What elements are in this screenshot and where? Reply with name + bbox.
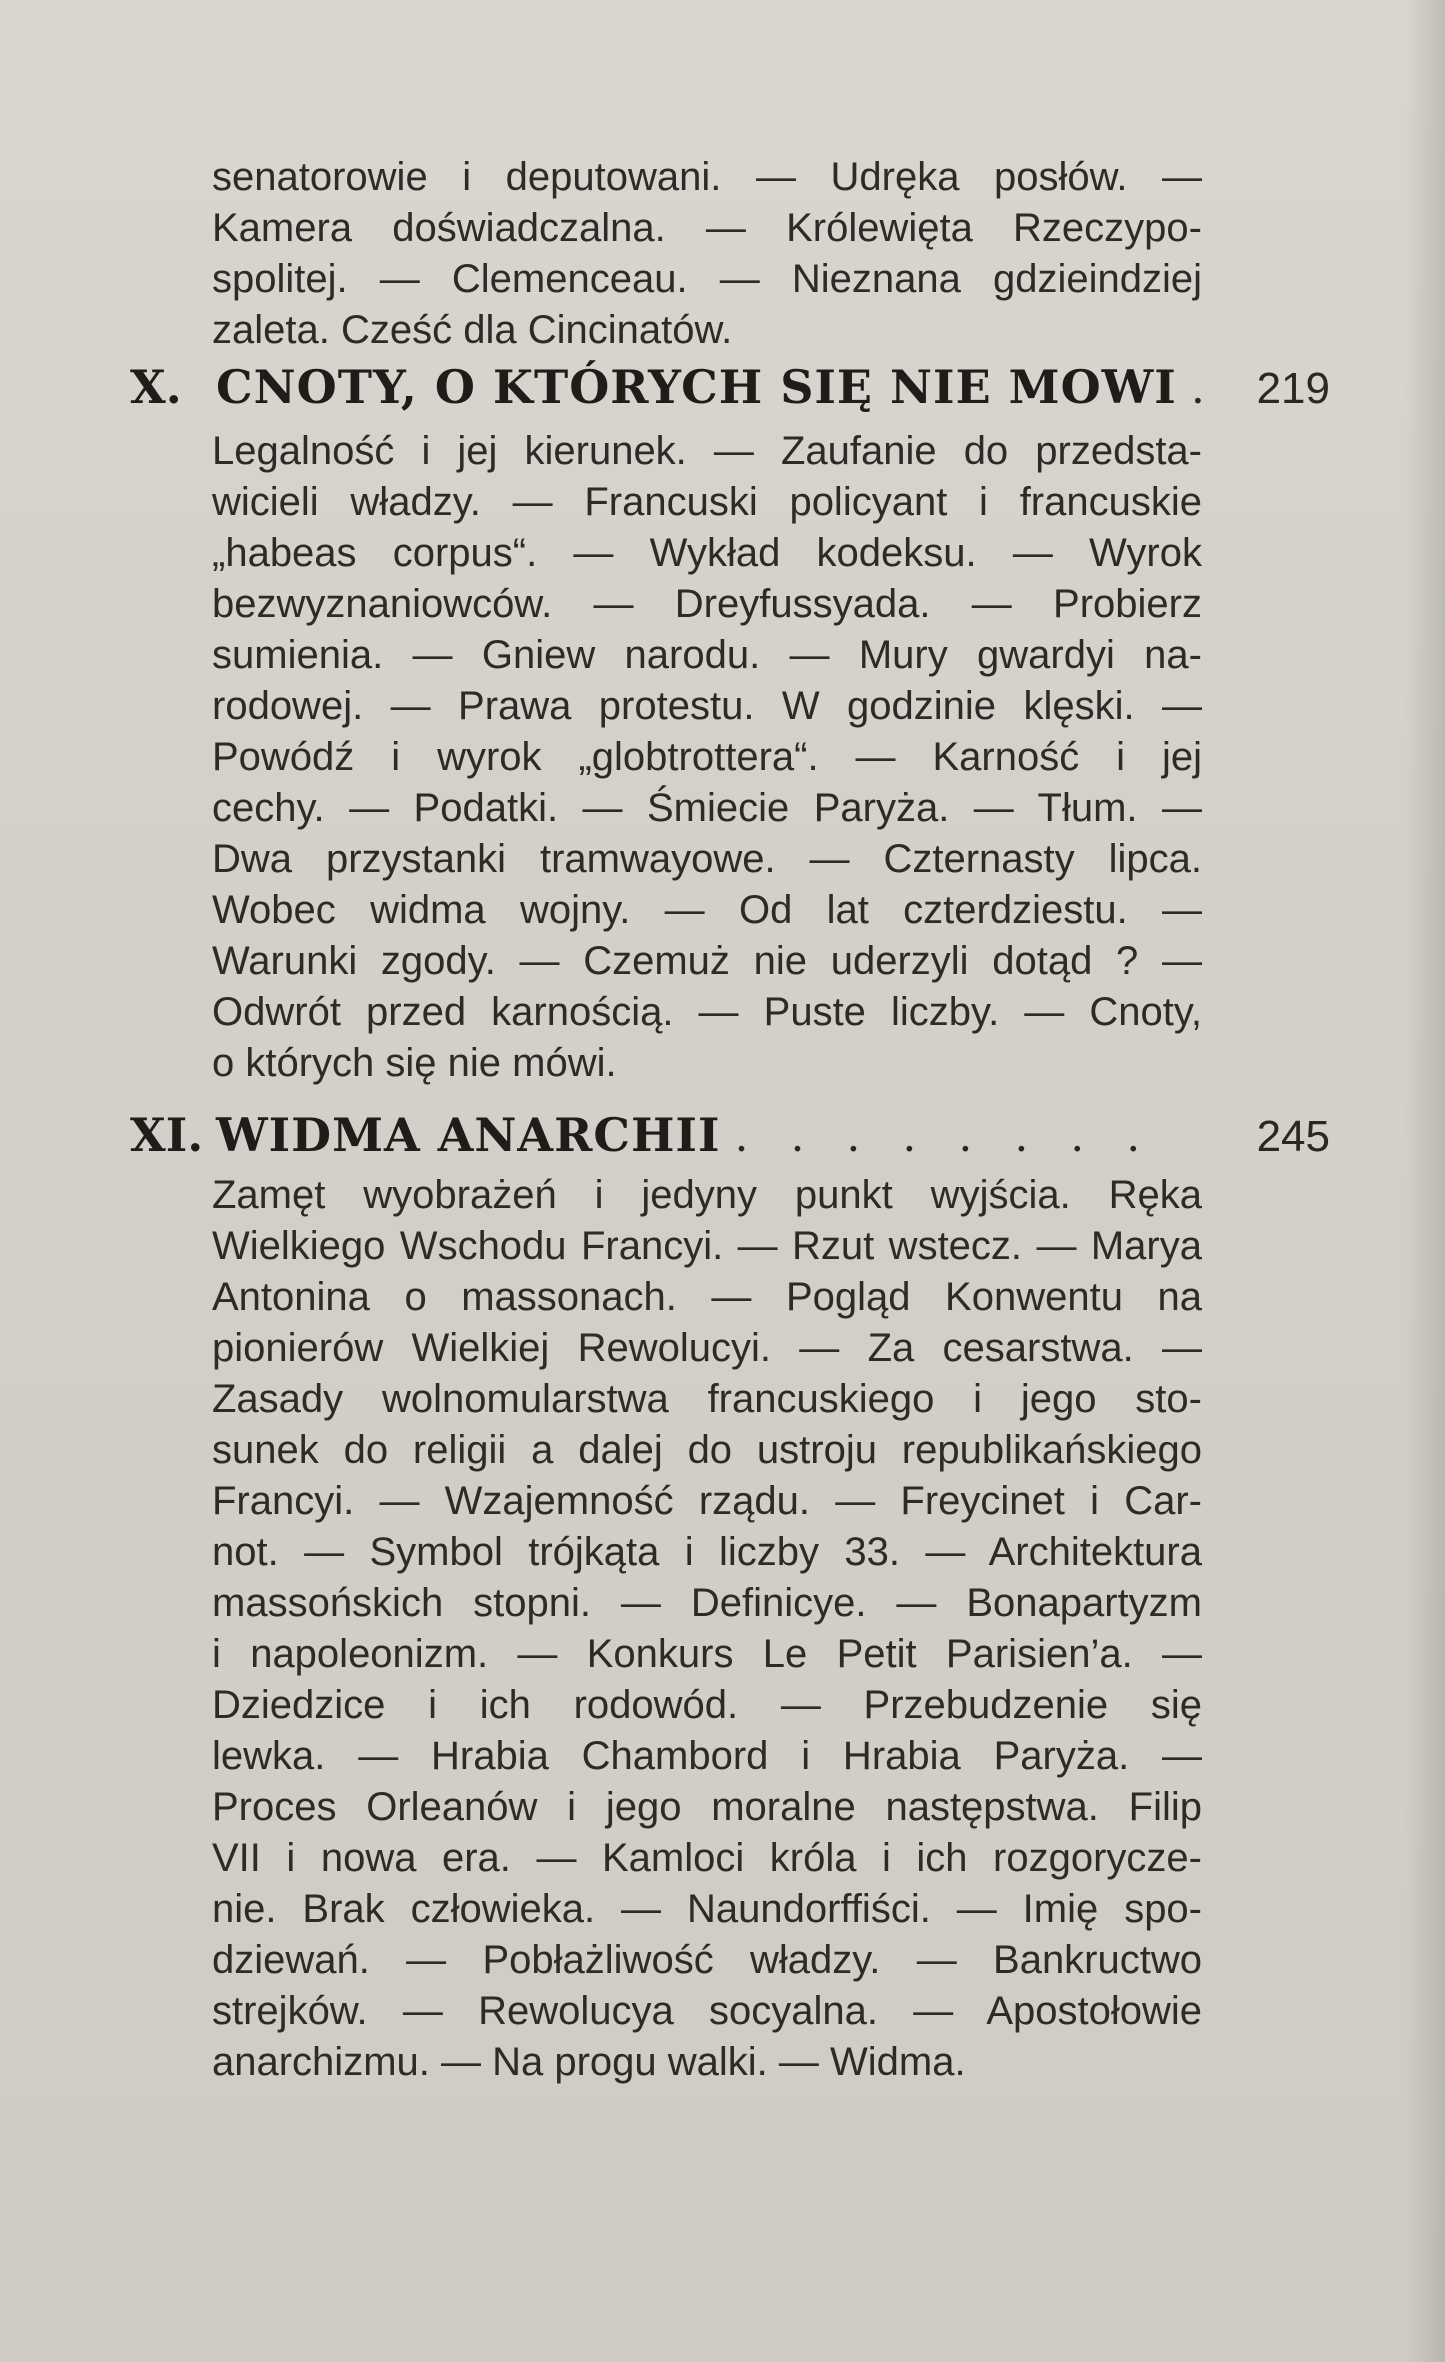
chapter-title: CNOTY, O KTÓRYCH SIĘ NIE MOWI (216, 360, 1177, 414)
summary-line: lewka. — Hrabia Chambord i Hrabia Paryża. — (212, 1734, 1202, 1778)
summary-line: Powódź i wyrok „globtrottera“. — Karność i jej (212, 735, 1202, 779)
chapter-x-heading (130, 360, 1330, 424)
summary-line: senatorowie i deputowani. — Udręka posłów. — (212, 155, 1202, 199)
page-number: 219 (1256, 364, 1330, 413)
summary-line: Dziedzice i ich rodowód. — Przebudzenie się (212, 1683, 1202, 1727)
summary-line: not. — Symbol trójkąta i liczby 33. — Architektura (212, 1530, 1202, 1574)
summary-line: VII i nowa era. — Kamloci króla i ich rozgorycze- (212, 1836, 1202, 1880)
chapter-xi-heading (130, 1108, 1330, 1172)
chapter-x-summary (212, 426, 1202, 1089)
summary-line: anarchizmu. — Na progu walki. — Widma. (212, 2040, 966, 2084)
summary-line: rodowej. — Prawa protestu. W godzinie klęski. — (212, 684, 1202, 728)
summary-line: sunek do religii a dalej do ustroju republikańskiego (212, 1428, 1202, 1472)
summary-line: zaleta. Cześć dla Cincinatów. (212, 308, 733, 352)
summary-line: Zamęt wyobrażeń i jedyny punkt wyjścia. Ręka (212, 1173, 1202, 1217)
summary-line: cechy. — Podatki. — Śmiecie Paryża. — Tłum. — (212, 786, 1202, 830)
summary-line: spolitej. — Clemenceau. — Nieznana gdzieindziej (212, 257, 1202, 301)
summary-line: wicieli władzy. — Francuski policyant i francuskie (212, 480, 1202, 524)
summary-line: Proces Orleanów i jego moralne następstwa. Filip (212, 1785, 1202, 1829)
summary-line: o których się nie mówi. (212, 1041, 617, 1085)
summary-line: Kamera doświadczalna. — Królewięta Rzeczypo- (212, 206, 1202, 250)
summary-line: Odwrót przed karnością. — Puste liczby. — Cnoty, (212, 990, 1202, 1034)
summary-line: Warunki zgody. — Czemuż nie uderzyli dotąd ? — (212, 939, 1202, 983)
leader-dots: . (1190, 363, 1219, 414)
summary-line: massońskich stopni. — Definicye. — Bonapartyzm (212, 1581, 1202, 1625)
leader-dots: . . . . . . . . (734, 1111, 1155, 1162)
summary-line: Antonina o massonach. — Pogląd Konwentu na (212, 1275, 1202, 1319)
chapter-xi-summary (212, 1170, 1202, 2088)
chapter-number: X. (130, 360, 182, 414)
previous-chapter-summary (212, 152, 1202, 356)
summary-line: dziewań. — Pobłażliwość władzy. — Bankructwo (212, 1938, 1202, 1982)
summary-line: Dwa przystanki tramwayowe. — Czternasty lipca. (212, 837, 1202, 881)
page-number: 245 (1256, 1112, 1330, 1161)
summary-line: i napoleonizm. — Konkurs Le Petit Parisien’a. — (212, 1632, 1202, 1676)
summary-line: strejków. — Rewolucya socyalna. — Apostołowie (212, 1989, 1202, 2033)
summary-line: nie. Brak człowieka. — Naundorffiści. — Imię spo- (212, 1887, 1202, 1931)
chapter-number: XI. (130, 1108, 204, 1162)
summary-line: „habeas corpus“. — Wykład kodeksu. — Wyrok (212, 531, 1202, 575)
summary-line: sumienia. — Gniew narodu. — Mury gwardyi na- (212, 633, 1202, 677)
summary-line: Wobec widma wojny. — Od lat czterdziestu. — (212, 888, 1202, 932)
summary-line: bezwyznaniowców. — Dreyfussyada. — Probierz (212, 582, 1202, 626)
summary-line: Wielkiego Wschodu Francyi. — Rzut wstecz. — Marya (212, 1224, 1202, 1268)
summary-line: Legalność i jej kierunek. — Zaufanie do przedsta- (212, 429, 1202, 473)
summary-line: pionierów Wielkiej Rewolucyi. — Za cesarstwa. — (212, 1326, 1202, 1370)
summary-line: Zasady wolnomularstwa francuskiego i jego sto- (212, 1377, 1202, 1421)
summary-line: Francyi. — Wzajemność rządu. — Freycinet i Car- (212, 1479, 1202, 1523)
chapter-title: WIDMA ANARCHII (216, 1108, 721, 1162)
